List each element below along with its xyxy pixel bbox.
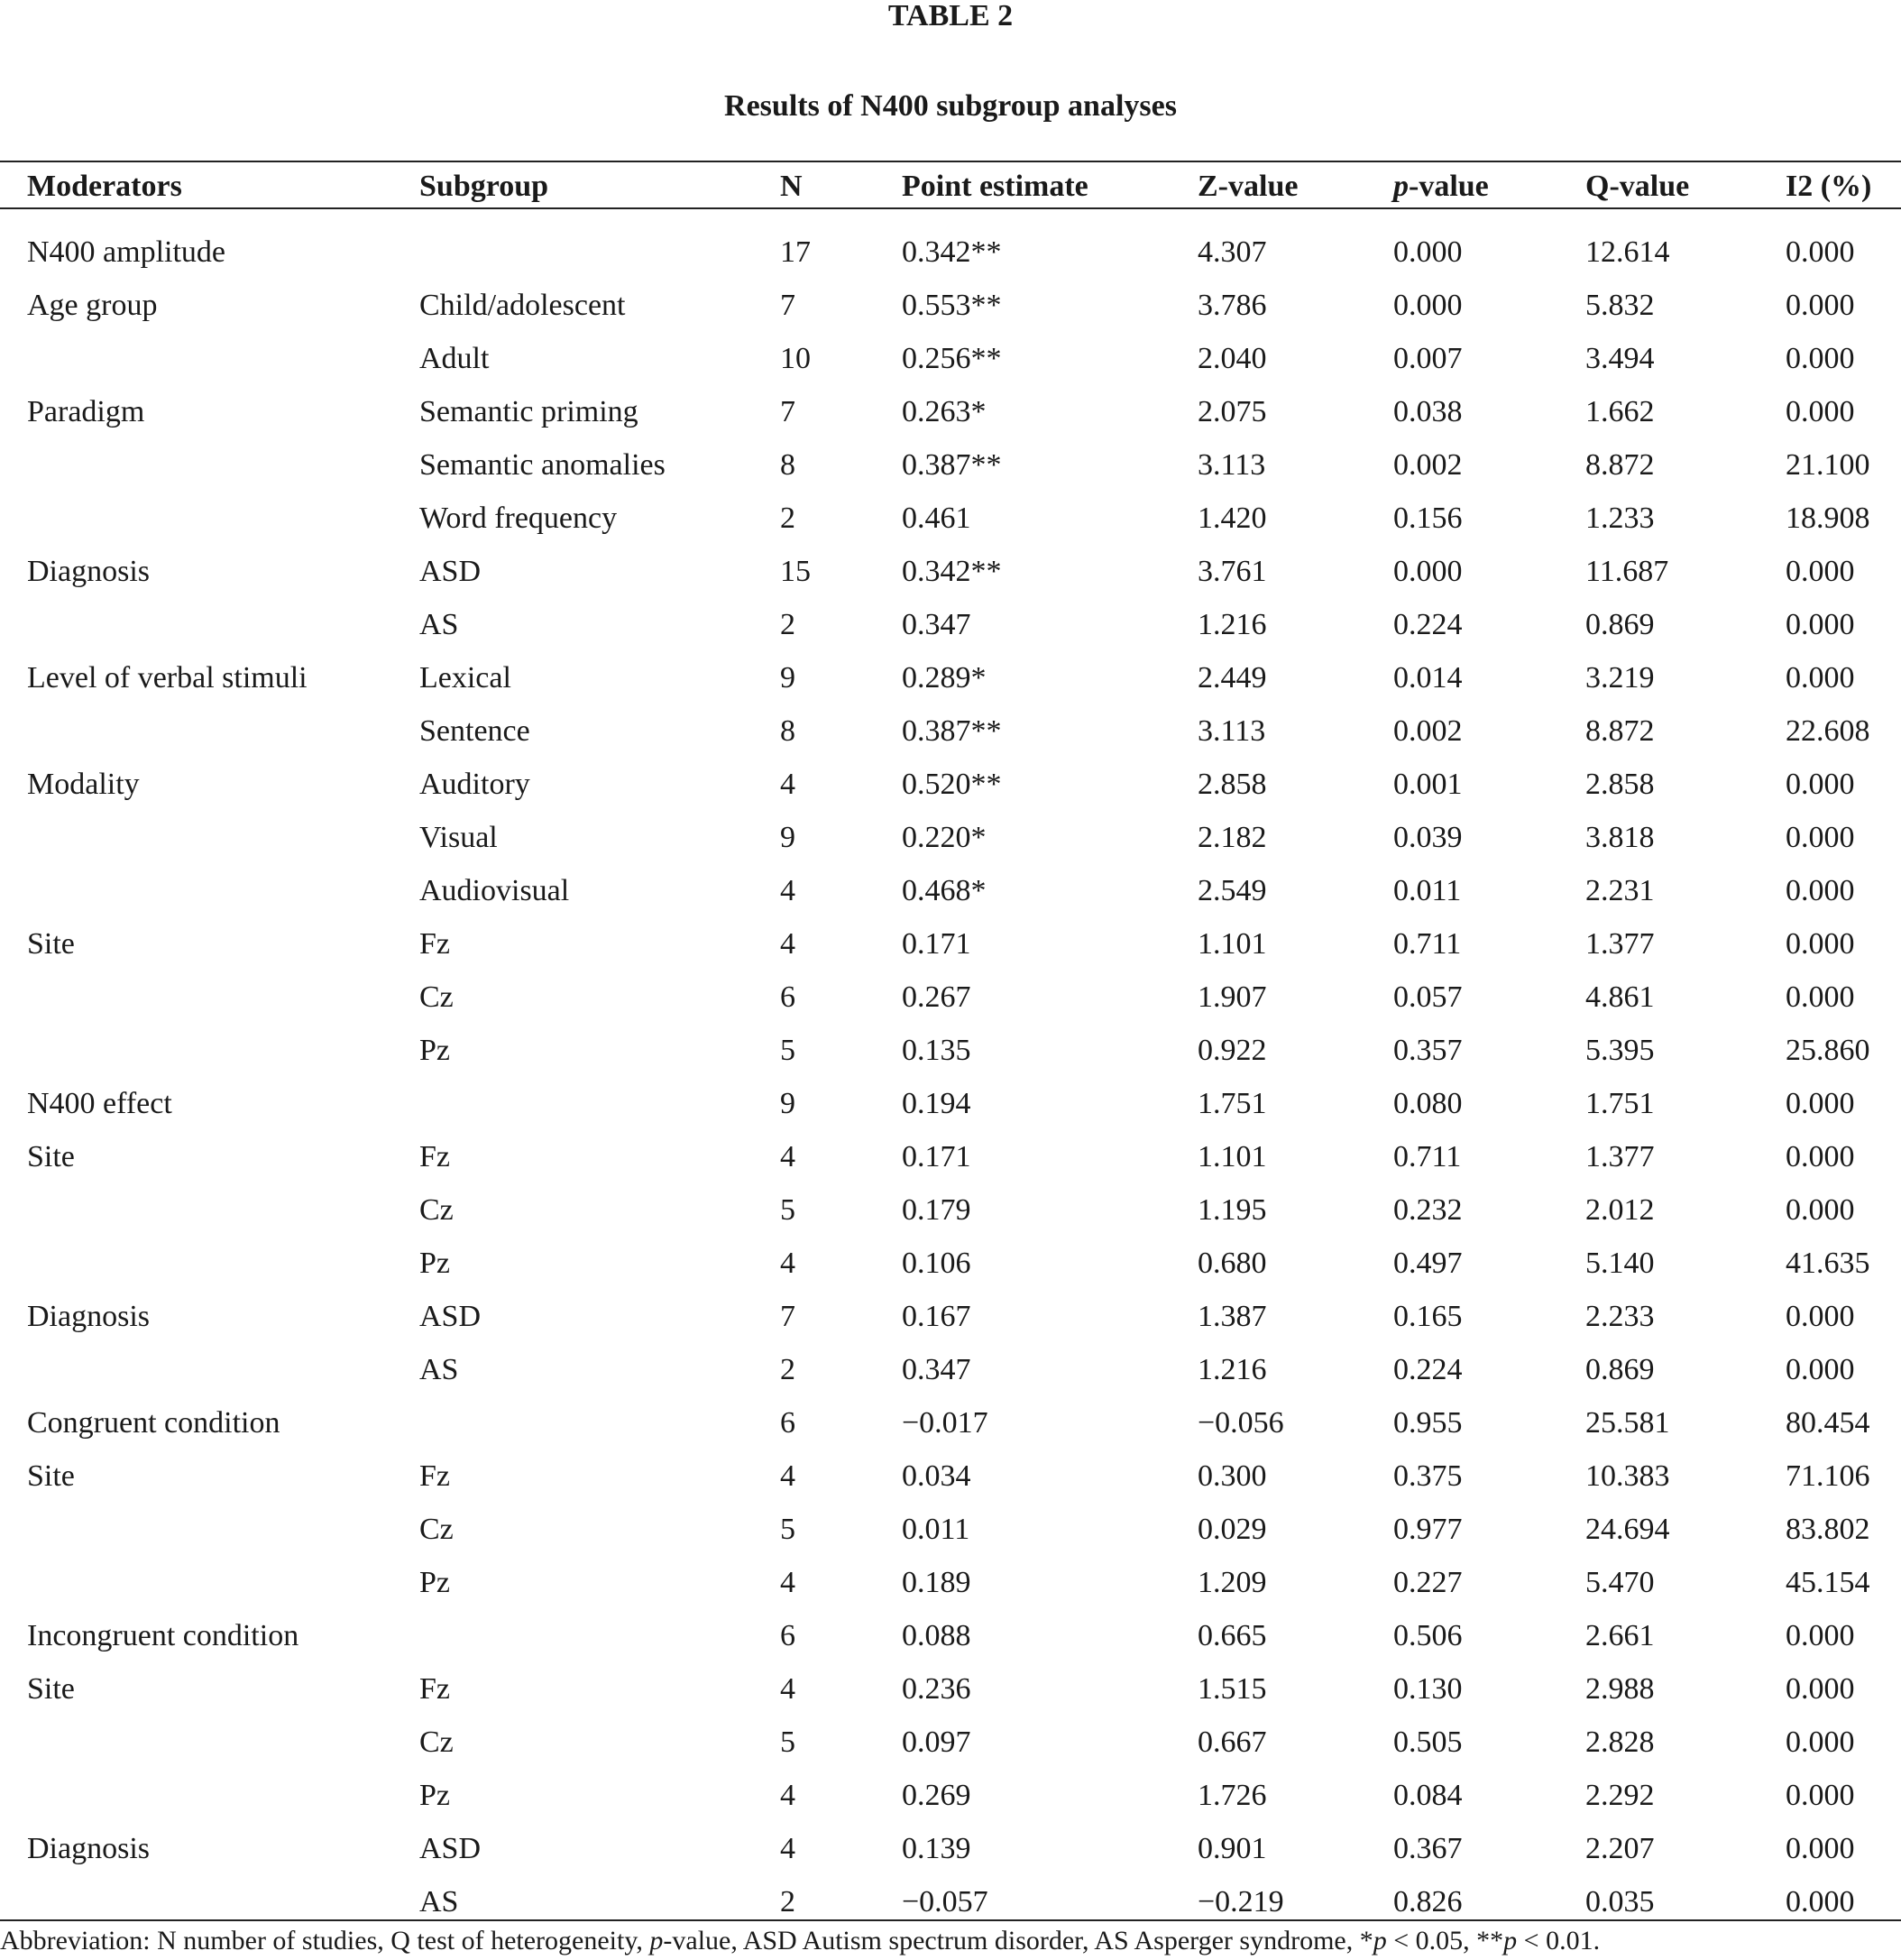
- cell-subgroup: Pz: [419, 1779, 450, 1812]
- cell-p-value: 0.001: [1393, 768, 1463, 801]
- cell-subgroup: Pz: [419, 1034, 450, 1067]
- header-i2: I2 (%): [1786, 170, 1872, 203]
- cell-point-estimate: 0.269: [902, 1779, 971, 1812]
- table-row: [0, 225, 1901, 279]
- table-row: [0, 758, 1901, 811]
- cell-p-value: 0.711: [1393, 1140, 1462, 1173]
- cell-point-estimate: 0.347: [902, 608, 971, 641]
- cell-subgroup: Fz: [419, 1140, 450, 1173]
- cell-n: 5: [780, 1513, 795, 1546]
- cell-i2: 41.635: [1786, 1247, 1870, 1280]
- cell-point-estimate: 0.520**: [902, 768, 1002, 801]
- cell-p-value: 0.002: [1393, 714, 1463, 748]
- cell-subgroup: AS: [419, 1353, 459, 1386]
- table-header-row: [0, 162, 1901, 207]
- cell-z-value: 4.307: [1198, 235, 1267, 269]
- cell-point-estimate: 0.171: [902, 927, 971, 961]
- cell-subgroup: Cz: [419, 1725, 454, 1759]
- cell-i2: 0.000: [1786, 1832, 1855, 1865]
- table-row: [0, 545, 1901, 598]
- cell-point-estimate: 0.011: [902, 1513, 970, 1546]
- table-row: [0, 1343, 1901, 1396]
- cell-moderator: Site: [27, 1459, 75, 1493]
- cell-n: 6: [780, 1619, 795, 1652]
- table-row: [0, 279, 1901, 332]
- cell-point-estimate: 0.135: [902, 1034, 971, 1067]
- cell-moderator: Diagnosis: [27, 1832, 150, 1865]
- cell-q-value: 25.581: [1585, 1406, 1670, 1440]
- table-title: Results of N400 subgroup analyses: [724, 89, 1177, 123]
- cell-n: 8: [780, 714, 795, 748]
- cell-subgroup: Pz: [419, 1247, 450, 1280]
- cell-p-value: 0.977: [1393, 1513, 1463, 1546]
- cell-subgroup: AS: [419, 608, 459, 641]
- cell-n: 4: [780, 1672, 795, 1706]
- cell-i2: 0.000: [1786, 1619, 1855, 1652]
- cell-i2: 0.000: [1786, 1353, 1855, 1386]
- table-row: [0, 1609, 1901, 1662]
- cell-q-value: 5.140: [1585, 1247, 1655, 1280]
- cell-z-value: 1.751: [1198, 1087, 1267, 1120]
- cell-p-value: 0.375: [1393, 1459, 1463, 1493]
- cell-z-value: 2.449: [1198, 661, 1267, 695]
- cell-n: 9: [780, 1087, 795, 1120]
- table-row: [0, 1024, 1901, 1077]
- cell-subgroup: Semantic anomalies: [419, 448, 666, 482]
- cell-moderator: Congruent condition: [27, 1406, 280, 1440]
- cell-point-estimate: 0.347: [902, 1353, 971, 1386]
- cell-moderator: Level of verbal stimuli: [27, 661, 308, 695]
- table-bottom-rule: [0, 1919, 1901, 1921]
- cell-q-value: 8.872: [1585, 714, 1655, 748]
- cell-z-value: 2.182: [1198, 821, 1267, 854]
- cell-q-value: 1.751: [1585, 1087, 1655, 1120]
- cell-point-estimate: 0.194: [902, 1087, 971, 1120]
- table-row: [0, 1077, 1901, 1130]
- cell-q-value: 0.035: [1585, 1885, 1655, 1919]
- table-row: [0, 1183, 1901, 1237]
- cell-q-value: 1.377: [1585, 927, 1655, 961]
- cell-z-value: 3.113: [1198, 448, 1266, 482]
- cell-p-value: 0.000: [1393, 235, 1463, 269]
- cell-subgroup: AS: [419, 1885, 459, 1919]
- cell-n: 6: [780, 1406, 795, 1440]
- table-row: [0, 811, 1901, 864]
- cell-p-value: 0.000: [1393, 555, 1463, 588]
- cell-point-estimate: 0.263*: [902, 395, 987, 428]
- cell-subgroup: Child/adolescent: [419, 289, 626, 322]
- cell-n: 8: [780, 448, 795, 482]
- cell-i2: 0.000: [1786, 395, 1855, 428]
- cell-moderator: Age group: [27, 289, 158, 322]
- cell-i2: 0.000: [1786, 874, 1855, 907]
- cell-z-value: 3.761: [1198, 555, 1267, 588]
- cell-point-estimate: 0.256**: [902, 342, 1002, 375]
- header-z-value: Z-value: [1198, 170, 1299, 203]
- cell-n: 17: [780, 235, 811, 269]
- cell-z-value: 1.216: [1198, 1353, 1267, 1386]
- cell-p-value: 0.955: [1393, 1406, 1463, 1440]
- cell-i2: 0.000: [1786, 1885, 1855, 1919]
- table-row: [0, 1662, 1901, 1716]
- cell-n: 4: [780, 1459, 795, 1493]
- cell-n: 4: [780, 1140, 795, 1173]
- cell-q-value: 3.219: [1585, 661, 1655, 695]
- cell-i2: 0.000: [1786, 289, 1855, 322]
- cell-i2: 0.000: [1786, 1672, 1855, 1706]
- cell-q-value: 2.231: [1585, 874, 1655, 907]
- cell-n: 2: [780, 608, 795, 641]
- cell-q-value: 1.233: [1585, 502, 1655, 535]
- cell-subgroup: Sentence: [419, 714, 530, 748]
- cell-p-value: 0.080: [1393, 1087, 1463, 1120]
- cell-moderator: Modality: [27, 768, 140, 801]
- cell-subgroup: ASD: [419, 1832, 482, 1865]
- cell-p-value: 0.505: [1393, 1725, 1463, 1759]
- table-row: [0, 1822, 1901, 1875]
- cell-q-value: 4.861: [1585, 980, 1655, 1014]
- cell-q-value: 3.818: [1585, 821, 1655, 854]
- cell-i2: 0.000: [1786, 1779, 1855, 1812]
- table-row: [0, 332, 1901, 385]
- cell-subgroup: ASD: [419, 555, 482, 588]
- cell-n: 5: [780, 1034, 795, 1067]
- cell-p-value: 0.039: [1393, 821, 1463, 854]
- cell-point-estimate: 0.171: [902, 1140, 971, 1173]
- cell-point-estimate: 0.461: [902, 502, 971, 535]
- cell-i2: 0.000: [1786, 342, 1855, 375]
- cell-point-estimate: 0.167: [902, 1300, 971, 1333]
- cell-i2: 0.000: [1786, 235, 1855, 269]
- cell-point-estimate: 0.088: [902, 1619, 971, 1652]
- cell-subgroup: Word frequency: [419, 502, 618, 535]
- header-subgroup: Subgroup: [419, 170, 549, 203]
- cell-z-value: 2.075: [1198, 395, 1267, 428]
- cell-q-value: 2.988: [1585, 1672, 1655, 1706]
- cell-q-value: 2.828: [1585, 1725, 1655, 1759]
- cell-point-estimate: 0.387**: [902, 714, 1002, 748]
- cell-point-estimate: 0.267: [902, 980, 971, 1014]
- cell-point-estimate: 0.468*: [902, 874, 987, 907]
- cell-i2: 71.106: [1786, 1459, 1870, 1493]
- footnote-p-italic-1: p: [649, 1926, 664, 1955]
- footnote-part-2: -value, ASD Autism spectrum disorder, AS Asperger syndrome, *: [663, 1926, 1373, 1955]
- cell-q-value: 2.012: [1585, 1193, 1655, 1227]
- cell-z-value: 0.901: [1198, 1832, 1267, 1865]
- cell-i2: 45.154: [1786, 1566, 1870, 1599]
- cell-i2: 0.000: [1786, 980, 1855, 1014]
- header-p-italic: p: [1393, 170, 1409, 203]
- table-row: [0, 1716, 1901, 1769]
- cell-z-value: 2.858: [1198, 768, 1267, 801]
- cell-n: 2: [780, 502, 795, 535]
- cell-n: 5: [780, 1193, 795, 1227]
- cell-q-value: 2.233: [1585, 1300, 1655, 1333]
- table-row: [0, 438, 1901, 492]
- cell-point-estimate: 0.179: [902, 1193, 971, 1227]
- footnote-part-3: < 0.05, **: [1386, 1926, 1504, 1955]
- cell-i2: 0.000: [1786, 927, 1855, 961]
- cell-q-value: 5.470: [1585, 1566, 1655, 1599]
- table-row: [0, 598, 1901, 651]
- cell-i2: 83.802: [1786, 1513, 1870, 1546]
- table-row: [0, 385, 1901, 438]
- cell-z-value: 1.420: [1198, 502, 1267, 535]
- cell-z-value: 0.029: [1198, 1513, 1267, 1546]
- cell-q-value: 2.661: [1585, 1619, 1655, 1652]
- cell-p-value: 0.711: [1393, 927, 1462, 961]
- table-row: [0, 1130, 1901, 1183]
- cell-i2: 0.000: [1786, 768, 1855, 801]
- cell-p-value: 0.227: [1393, 1566, 1463, 1599]
- cell-n: 7: [780, 395, 795, 428]
- footnote-part-4: < 0.01.: [1517, 1926, 1601, 1955]
- cell-n: 4: [780, 768, 795, 801]
- cell-point-estimate: 0.097: [902, 1725, 971, 1759]
- cell-p-value: 0.084: [1393, 1779, 1463, 1812]
- cell-z-value: 2.549: [1198, 874, 1267, 907]
- cell-moderator: Site: [27, 1140, 75, 1173]
- cell-subgroup: Adult: [419, 342, 490, 375]
- cell-n: 9: [780, 661, 795, 695]
- cell-q-value: 10.383: [1585, 1459, 1670, 1493]
- table-row: [0, 1237, 1901, 1290]
- cell-n: 4: [780, 1832, 795, 1865]
- cell-z-value: 3.113: [1198, 714, 1266, 748]
- cell-q-value: 0.869: [1585, 1353, 1655, 1386]
- header-n: N: [780, 170, 803, 203]
- cell-i2: 21.100: [1786, 448, 1870, 482]
- cell-n: 4: [780, 1247, 795, 1280]
- cell-p-value: 0.130: [1393, 1672, 1463, 1706]
- cell-z-value: −0.219: [1198, 1885, 1284, 1919]
- header-moderators: Moderators: [27, 170, 182, 203]
- cell-p-value: 0.357: [1393, 1034, 1463, 1067]
- cell-point-estimate: 0.387**: [902, 448, 1002, 482]
- cell-n: 9: [780, 821, 795, 854]
- cell-z-value: 0.665: [1198, 1619, 1267, 1652]
- cell-moderator: Incongruent condition: [27, 1619, 299, 1652]
- table-row: [0, 864, 1901, 917]
- cell-q-value: 12.614: [1585, 235, 1670, 269]
- cell-moderator: Diagnosis: [27, 1300, 150, 1333]
- cell-point-estimate: 0.106: [902, 1247, 971, 1280]
- cell-n: 4: [780, 927, 795, 961]
- cell-p-value: 0.007: [1393, 342, 1463, 375]
- cell-n: 7: [780, 289, 795, 322]
- cell-z-value: 1.387: [1198, 1300, 1267, 1333]
- footnote-part-1: Abbreviation: N number of studies, Q test of heterogeneity,: [0, 1926, 650, 1955]
- cell-n: 10: [780, 342, 811, 375]
- cell-subgroup: Cz: [419, 1513, 454, 1546]
- footnote-p-italic-2: p: [1373, 1926, 1387, 1955]
- cell-subgroup: Fz: [419, 1459, 450, 1493]
- cell-subgroup: Cz: [419, 980, 454, 1014]
- cell-p-value: 0.367: [1393, 1832, 1463, 1865]
- cell-point-estimate: −0.017: [902, 1406, 988, 1440]
- cell-moderator: N400 effect: [27, 1087, 172, 1120]
- cell-q-value: 8.872: [1585, 448, 1655, 482]
- table-row: [0, 704, 1901, 758]
- cell-subgroup: Visual: [419, 821, 498, 854]
- cell-point-estimate: 0.236: [902, 1672, 971, 1706]
- cell-z-value: 3.786: [1198, 289, 1267, 322]
- cell-z-value: −0.056: [1198, 1406, 1284, 1440]
- cell-i2: 18.908: [1786, 502, 1870, 535]
- cell-i2: 0.000: [1786, 555, 1855, 588]
- header-p-value: [1393, 162, 1489, 211]
- cell-z-value: 1.101: [1198, 927, 1267, 961]
- table-row: [0, 1290, 1901, 1343]
- cell-i2: 25.860: [1786, 1034, 1870, 1067]
- cell-i2: 0.000: [1786, 1193, 1855, 1227]
- cell-p-value: 0.232: [1393, 1193, 1463, 1227]
- cell-i2: 0.000: [1786, 1087, 1855, 1120]
- cell-point-estimate: 0.553**: [902, 289, 1002, 322]
- cell-p-value: 0.224: [1393, 608, 1463, 641]
- cell-n: 5: [780, 1725, 795, 1759]
- cell-p-value: 0.826: [1393, 1885, 1463, 1919]
- table-row: [0, 1556, 1901, 1609]
- cell-q-value: 5.395: [1585, 1034, 1655, 1067]
- cell-z-value: 0.922: [1198, 1034, 1267, 1067]
- cell-p-value: 0.224: [1393, 1353, 1463, 1386]
- cell-p-value: 0.000: [1393, 289, 1463, 322]
- cell-n: 2: [780, 1353, 795, 1386]
- cell-point-estimate: 0.342**: [902, 555, 1002, 588]
- cell-z-value: 1.515: [1198, 1672, 1267, 1706]
- cell-point-estimate: 0.189: [902, 1566, 971, 1599]
- cell-z-value: 2.040: [1198, 342, 1267, 375]
- header-q-value: Q-value: [1585, 170, 1690, 203]
- footnote-p-italic-3: p: [1503, 1926, 1518, 1955]
- cell-p-value: 0.038: [1393, 395, 1463, 428]
- cell-q-value: 3.494: [1585, 342, 1655, 375]
- cell-p-value: 0.002: [1393, 448, 1463, 482]
- cell-point-estimate: 0.342**: [902, 235, 1002, 269]
- table-footnote: [0, 1923, 1901, 1959]
- table-row: [0, 1396, 1901, 1449]
- cell-n: 4: [780, 1566, 795, 1599]
- table-row: [0, 1769, 1901, 1822]
- cell-subgroup: Pz: [419, 1566, 450, 1599]
- cell-z-value: 0.667: [1198, 1725, 1267, 1759]
- header-point-estimate: Point estimate: [902, 170, 1088, 203]
- cell-point-estimate: 0.034: [902, 1459, 971, 1493]
- cell-z-value: 1.209: [1198, 1566, 1267, 1599]
- cell-i2: 22.608: [1786, 714, 1870, 748]
- cell-subgroup: Lexical: [419, 661, 511, 695]
- cell-z-value: 1.195: [1198, 1193, 1267, 1227]
- cell-point-estimate: −0.057: [902, 1885, 988, 1919]
- cell-n: 15: [780, 555, 811, 588]
- table-row: [0, 651, 1901, 704]
- cell-p-value: 0.497: [1393, 1247, 1463, 1280]
- cell-p-value: 0.156: [1393, 502, 1463, 535]
- table-row: [0, 917, 1901, 971]
- cell-subgroup: ASD: [419, 1300, 482, 1333]
- cell-q-value: 1.377: [1585, 1140, 1655, 1173]
- cell-moderator: Site: [27, 927, 75, 961]
- cell-subgroup: Audiovisual: [419, 874, 570, 907]
- cell-point-estimate: 0.220*: [902, 821, 987, 854]
- cell-i2: 0.000: [1786, 1140, 1855, 1173]
- cell-n: 4: [780, 874, 795, 907]
- cell-z-value: 1.101: [1198, 1140, 1267, 1173]
- cell-n: 2: [780, 1885, 795, 1919]
- cell-z-value: 1.726: [1198, 1779, 1267, 1812]
- table-row: [0, 1503, 1901, 1556]
- cell-z-value: 0.300: [1198, 1459, 1267, 1493]
- cell-p-value: 0.014: [1393, 661, 1463, 695]
- cell-point-estimate: 0.139: [902, 1832, 971, 1865]
- cell-subgroup: Auditory: [419, 768, 530, 801]
- cell-p-value: 0.506: [1393, 1619, 1463, 1652]
- cell-q-value: 1.662: [1585, 395, 1655, 428]
- cell-i2: 0.000: [1786, 661, 1855, 695]
- cell-moderator: N400 amplitude: [27, 235, 226, 269]
- cell-p-value: 0.011: [1393, 874, 1462, 907]
- cell-subgroup: Semantic priming: [419, 395, 638, 428]
- table-label: TABLE 2: [887, 0, 1014, 32]
- cell-q-value: 2.858: [1585, 768, 1655, 801]
- table-header-rule: [0, 207, 1901, 209]
- cell-q-value: 0.869: [1585, 608, 1655, 641]
- cell-subgroup: Fz: [419, 1672, 450, 1706]
- table-row: [0, 1449, 1901, 1503]
- cell-i2: 0.000: [1786, 1725, 1855, 1759]
- table-row: [0, 492, 1901, 545]
- cell-p-value: 0.165: [1393, 1300, 1463, 1333]
- table-row: [0, 971, 1901, 1024]
- cell-z-value: 1.216: [1198, 608, 1267, 641]
- cell-moderator: Paradigm: [27, 395, 145, 428]
- cell-q-value: 24.694: [1585, 1513, 1670, 1546]
- cell-n: 4: [780, 1779, 795, 1812]
- cell-n: 7: [780, 1300, 795, 1333]
- cell-p-value: 0.057: [1393, 980, 1463, 1014]
- cell-q-value: 11.687: [1585, 555, 1669, 588]
- cell-i2: 80.454: [1786, 1406, 1870, 1440]
- cell-point-estimate: 0.289*: [902, 661, 987, 695]
- header-p-suffix: -value: [1409, 170, 1489, 203]
- cell-moderator: Site: [27, 1672, 75, 1706]
- cell-i2: 0.000: [1786, 821, 1855, 854]
- cell-subgroup: Fz: [419, 927, 450, 961]
- cell-z-value: 0.680: [1198, 1247, 1267, 1280]
- cell-q-value: 5.832: [1585, 289, 1655, 322]
- cell-z-value: 1.907: [1198, 980, 1267, 1014]
- cell-q-value: 2.207: [1585, 1832, 1655, 1865]
- cell-subgroup: Cz: [419, 1193, 454, 1227]
- cell-moderator: Diagnosis: [27, 555, 150, 588]
- cell-i2: 0.000: [1786, 608, 1855, 641]
- cell-i2: 0.000: [1786, 1300, 1855, 1333]
- cell-q-value: 2.292: [1585, 1779, 1655, 1812]
- cell-n: 6: [780, 980, 795, 1014]
